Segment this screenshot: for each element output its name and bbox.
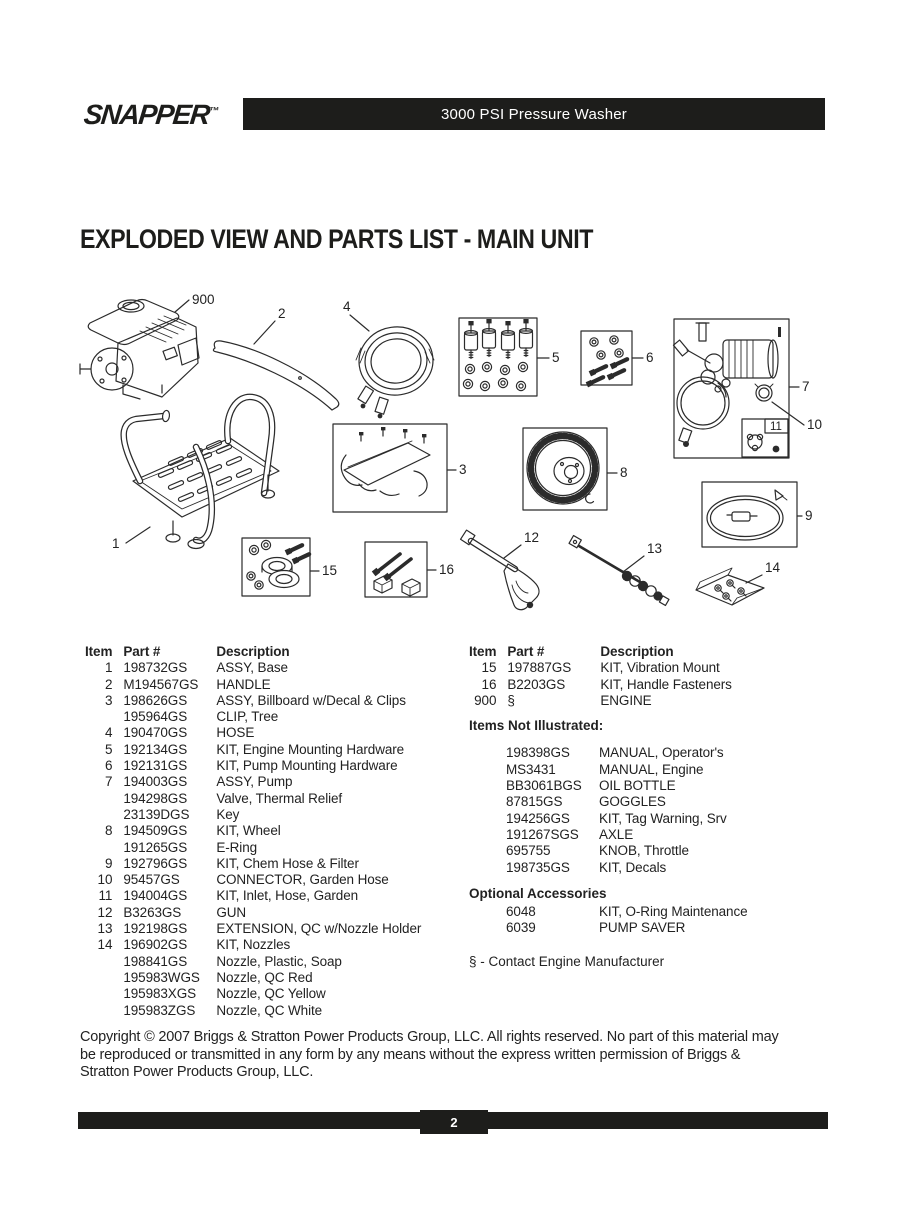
callout-pump: 7 (802, 379, 810, 394)
table-row (85, 709, 421, 725)
cell-part: 191265GS (123, 839, 188, 855)
cell-item (469, 745, 495, 761)
cell-item: 900 (474, 692, 497, 708)
cell-desc: Nozzle, Plastic, Soap (216, 953, 342, 969)
cell-desc: HANDLE (216, 676, 271, 692)
table-row (85, 758, 421, 774)
callout-chem-hose-kit: 9 (805, 508, 813, 523)
base-frame-illustration (124, 397, 279, 549)
cell-desc: HOSE (216, 725, 255, 741)
cell-desc: MANUAL, Operator's (599, 745, 724, 761)
cell-part: 87815GS (506, 794, 563, 810)
cell-part: BB3061BGS (506, 778, 582, 794)
callout-wheel: 8 (620, 465, 628, 480)
cell-item (469, 904, 495, 920)
table-row (469, 860, 727, 876)
table-row (85, 677, 421, 693)
table-row (469, 778, 727, 794)
cell-part: 191267SGS (506, 826, 579, 842)
col-header-part: Part # (123, 644, 161, 659)
table-row (85, 954, 421, 970)
table-row (469, 745, 727, 761)
cell-desc: Nozzle, QC White (216, 1002, 323, 1018)
table-row (469, 693, 732, 709)
cell-part: B3263GS (123, 904, 182, 920)
snapper-logo (82, 99, 220, 129)
table-row (469, 660, 732, 676)
cell-item (85, 709, 112, 725)
col-header-part: Part # (507, 644, 545, 659)
cell-desc: PUMP SAVER (599, 920, 686, 936)
billboard-box (333, 424, 447, 512)
cell-item: 12 (97, 904, 113, 920)
cell-item (469, 843, 495, 859)
cell-part: 198398GS (506, 745, 570, 761)
cell-item: 4 (104, 725, 113, 741)
table-row (85, 725, 421, 741)
cell-part: 95457GS (123, 872, 180, 888)
table-row (469, 762, 727, 778)
cell-desc: Nozzle, QC Red (216, 969, 313, 985)
cell-item (85, 840, 112, 856)
table-header-row (85, 644, 421, 660)
cell-desc: Valve, Thermal Relief (216, 790, 343, 806)
cell-item: 7 (104, 774, 113, 790)
cell-part: 192796GS (123, 855, 188, 871)
table-row (85, 742, 421, 758)
cell-item: 10 (97, 872, 113, 888)
page-title: EXPLODED VIEW AND PARTS LIST - MAIN UNIT (80, 224, 594, 254)
col-header-item: Item (85, 644, 113, 659)
cell-part: B2203GS (507, 676, 566, 692)
vibration-mount-kit-box (242, 538, 310, 596)
callout-nozzle-kit: 14 (765, 560, 781, 575)
cell-part: 192198GS (123, 921, 188, 937)
cell-part: § (507, 692, 515, 708)
cell-desc: KIT, O-Ring Maintenance (599, 904, 748, 920)
cell-item: 13 (97, 921, 113, 937)
handle-illustration (213, 341, 338, 410)
cell-desc: KIT, Chem Hose & Filter (216, 855, 359, 871)
col-header-item: Item (469, 644, 497, 659)
cell-item (85, 986, 112, 1002)
cell-desc: CONNECTOR, Garden Hose (216, 872, 389, 888)
cell-part: 190470GS (123, 725, 188, 741)
cell-desc: KIT, Wheel (216, 823, 281, 839)
cell-part: 195983ZGS (123, 1002, 196, 1018)
cell-part: 194509GS (123, 823, 188, 839)
engine-footnote: § - Contact Engine Manufacturer (469, 953, 665, 969)
callout-base: 1 (112, 536, 120, 551)
parts-table-right (469, 644, 829, 970)
copyright-text: Copyright © 2007 Briggs & Stratton Power Products Group, LLC. All rights reserved. No part of this material may be reproduced or transmitted in any form by any means without the express written permission of Briggs & Stratton Power Products Group, LLC. (80, 1029, 779, 1081)
callout-engine: 900 (192, 292, 215, 307)
cell-part: 192131GS (123, 758, 188, 774)
table-row (85, 986, 421, 1002)
cell-item (85, 791, 112, 807)
callout-handle-fastener-kit: 16 (439, 562, 455, 577)
cell-item: 16 (481, 676, 497, 692)
table-row (85, 921, 421, 937)
table-row (85, 905, 421, 921)
cell-desc: KIT, Inlet, Hose, Garden (216, 888, 359, 904)
cell-desc: KIT, Pump Mounting Hardware (216, 758, 398, 774)
cell-desc: ENGINE (600, 692, 652, 708)
cell-item: 11 (98, 888, 113, 904)
cell-desc: ASSY, Base (216, 660, 288, 676)
cell-desc: Nozzle, QC Yellow (216, 986, 326, 1002)
cell-item: 6 (104, 758, 113, 774)
table-row (85, 937, 421, 953)
table-row (85, 807, 421, 823)
cell-desc: CLIP, Tree (216, 709, 279, 725)
cell-part: MS3431 (506, 761, 556, 777)
cell-desc: OIL BOTTLE (599, 778, 676, 794)
optional-accessories-title: Optional Accessories (469, 885, 607, 901)
chem-hose-kit-box (702, 482, 797, 547)
table-row (85, 970, 421, 986)
cell-part: 197887GS (507, 660, 572, 676)
callout-extension: 13 (647, 541, 663, 556)
table-row (469, 843, 727, 859)
page-number-tab (420, 1110, 488, 1134)
trademark-symbol: ™ (208, 106, 220, 117)
col-header-desc: Description (600, 644, 674, 659)
brand-text: SNAPPER (82, 99, 211, 130)
table-row (85, 1003, 421, 1019)
table-row (469, 920, 748, 936)
cell-part: 195964GS (123, 709, 188, 725)
cell-item (469, 920, 495, 936)
cell-desc: GUN (216, 904, 247, 920)
cell-desc: KIT, Decals (599, 859, 667, 875)
header-bar (243, 98, 825, 130)
cell-item (469, 827, 495, 843)
cell-item: 9 (104, 855, 113, 871)
cell-part: 198735GS (506, 859, 570, 875)
table-row (469, 811, 727, 827)
callout-handle: 2 (278, 306, 286, 321)
pump-assembly-box (673, 319, 789, 458)
cell-part: 198732GS (123, 660, 188, 676)
cell-desc: Key (216, 806, 240, 822)
cell-part: 23139DGS (123, 806, 190, 822)
cell-part: 695755 (506, 843, 551, 859)
callout-pump-mount-kit: 6 (646, 350, 654, 365)
table-row (85, 888, 421, 904)
cell-desc: AXLE (599, 826, 634, 842)
cell-desc: E-Ring (216, 839, 258, 855)
cell-item (469, 794, 495, 810)
cell-part: M194567GS (123, 676, 199, 692)
cell-part: 195983WGS (123, 969, 200, 985)
table-row (85, 693, 421, 709)
cell-part: 198841GS (123, 953, 188, 969)
engine-illustration (80, 300, 199, 400)
exploded-view-diagram (78, 285, 828, 635)
cell-part: 194004GS (123, 888, 188, 904)
nozzle-kit-illustration (696, 568, 764, 605)
table-row (85, 856, 421, 872)
cell-item: 15 (481, 660, 497, 676)
cell-item (469, 860, 495, 876)
cell-part: 192134GS (123, 741, 188, 757)
cell-item: 14 (97, 937, 113, 953)
cell-desc: KIT, Handle Fasteners (600, 676, 732, 692)
cell-part: 6039 (506, 920, 536, 936)
page-number: 2 (450, 1114, 458, 1130)
not-illustrated-title: Items Not Illustrated: (469, 718, 604, 734)
table-row (85, 840, 421, 856)
cell-part: 194003GS (123, 774, 188, 790)
cell-desc: ASSY, Billboard w/Decal & Clips (216, 692, 406, 708)
callout-connector: 10 (807, 417, 823, 432)
table-row (469, 904, 748, 920)
table-row (469, 677, 732, 693)
table-row (469, 794, 727, 810)
table-row (85, 823, 421, 839)
callout-gun: 12 (524, 530, 540, 545)
table-header-row (469, 644, 732, 660)
cell-part: 196902GS (123, 937, 188, 953)
cell-desc: KIT, Nozzles (216, 937, 291, 953)
cell-item: 1 (104, 660, 113, 676)
cell-item (85, 954, 112, 970)
table-row (85, 774, 421, 790)
cell-desc: ASSY, Pump (216, 774, 293, 790)
col-header-desc: Description (216, 644, 290, 659)
hose-illustration (355, 322, 438, 418)
cell-desc: KIT, Tag Warning, Srv (599, 810, 727, 826)
table-row (85, 791, 421, 807)
product-title: 3000 PSI Pressure Washer (441, 105, 627, 123)
engine-mount-kit-box (459, 318, 537, 396)
cell-part: 198626GS (123, 692, 188, 708)
callout-vibration-mount-kit: 15 (322, 563, 338, 578)
callout-engine-mount-kit: 5 (552, 350, 560, 365)
cell-item (85, 807, 112, 823)
cell-desc: GOGGLES (599, 794, 666, 810)
cell-part: 6048 (506, 904, 536, 920)
pump-mount-kit-box (581, 331, 632, 387)
cell-desc: KNOB, Throttle (599, 843, 689, 859)
cell-part: 195983XGS (123, 986, 197, 1002)
cell-item (469, 811, 495, 827)
cell-item: 5 (104, 741, 113, 757)
cell-item (85, 970, 112, 986)
cell-desc: KIT, Engine Mounting Hardware (216, 741, 405, 757)
cell-part: 194256GS (506, 810, 570, 826)
callout-hose: 4 (343, 299, 351, 314)
handle-fastener-kit-box (365, 542, 427, 597)
table-row (85, 872, 421, 888)
table-row (85, 660, 421, 676)
parts-table-left (85, 644, 421, 1019)
cell-desc: KIT, Vibration Mount (600, 660, 720, 676)
cell-item (469, 778, 495, 794)
callout-inlet-kit: 11 (770, 421, 782, 433)
cell-desc: EXTENSION, QC w/Nozzle Holder (216, 921, 422, 937)
table-row (469, 827, 727, 843)
cell-item (469, 762, 495, 778)
cell-item: 2 (104, 676, 113, 692)
wheel-box (523, 428, 607, 510)
cell-item: 3 (104, 692, 113, 708)
cell-item: 8 (104, 823, 113, 839)
cell-item (85, 1003, 112, 1019)
cell-desc: MANUAL, Engine (599, 761, 704, 777)
callout-billboard: 3 (459, 462, 467, 477)
cell-part: 194298GS (123, 790, 188, 806)
